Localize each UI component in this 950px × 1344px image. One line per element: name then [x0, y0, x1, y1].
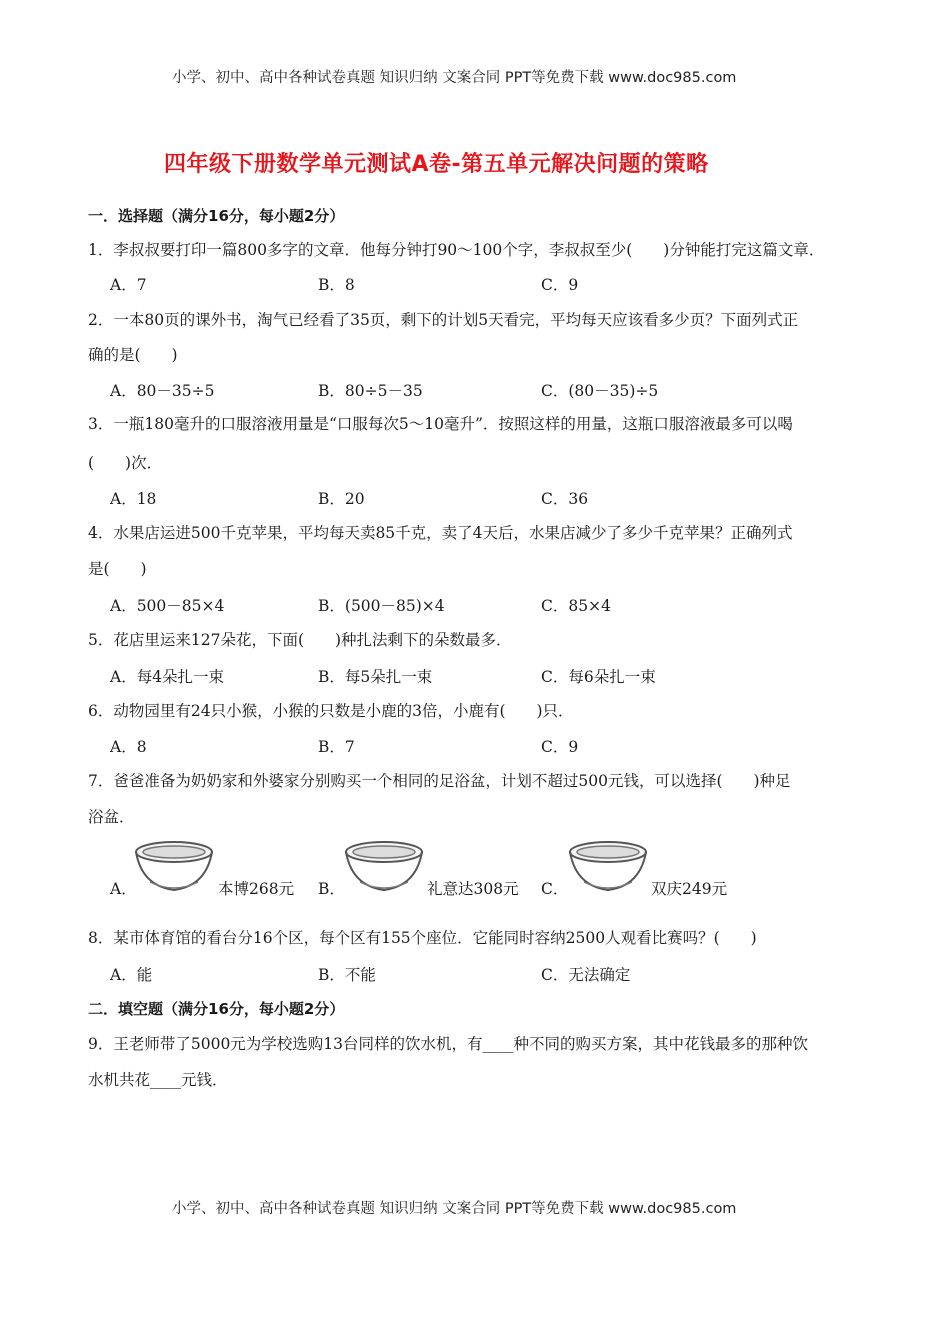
question-1-option-b: B．8: [318, 276, 355, 294]
question-2-option-a: A．80－35÷5: [110, 382, 215, 400]
question-8-stem: 8．某市体育馆的看台分16个区，每个区有155个座位．它能同时容纳2500人观看比赛吗？( ): [88, 929, 757, 947]
question-7-stem-line1: 7．爸爸准备为奶奶家和外婆家分别购买一个相同的足浴盆，计划不超过500元钱，可以选择( )种足: [88, 772, 791, 790]
question-7-option-b-letter: B．: [318, 880, 345, 898]
question-7-option-a-price: 本博268元: [218, 880, 295, 898]
question-4-stem-line1: 4．水果店运进500千克苹果，平均每天卖85千克，卖了4天后，水果店减少了多少千克苹果？正确列式: [88, 524, 793, 542]
question-3-option-c: C．36: [541, 490, 589, 508]
question-8-option-c: C．无法确定: [541, 966, 631, 984]
question-8-option-b: B．不能: [318, 966, 376, 984]
question-2-stem-line1: 2．一本80页的课外书，淘气已经看了35页，剩下的计划5天看完，平均每天应该看多少页？下面列式正: [88, 311, 799, 329]
question-3-stem-line2: ( )次．: [88, 454, 163, 472]
question-5-option-b: B．每5朵扎一束: [318, 668, 433, 686]
foot-bath-basin-a-image: [132, 838, 216, 898]
question-7-stem-line2: 浴盆．: [88, 808, 135, 826]
question-5-stem: 5．花店里运来127朵花，下面( )种扎法剩下的朵数最多．: [88, 631, 512, 649]
foot-bath-basin-b-image: [342, 838, 426, 898]
foot-bath-basin-c-image: [566, 838, 650, 898]
question-3-option-a: A．18: [110, 490, 157, 508]
section-heading-choice: 一．选择题（满分16分，每小题2分）: [88, 207, 345, 225]
question-7-option-a-letter: A．: [110, 880, 137, 898]
question-2-stem-line2: 确的是( ): [88, 346, 178, 364]
question-9-stem-line2: 水机共花____元钱．: [88, 1071, 228, 1089]
question-2-option-c: C．(80－35)÷5: [541, 382, 659, 400]
question-1-option-c: C．9: [541, 276, 579, 294]
page-header: 小学、初中、高中各种试卷真题 知识归纳 文案合同 PPT等免费下载 www.doc985.com: [172, 70, 737, 86]
question-3-stem-line1: 3．一瓶180毫升的口服溶液用量是“口服每次5～10毫升”．按照这样的用量，这瓶口服溶液最多可以喝: [88, 415, 793, 433]
question-6-option-b: B．7: [318, 738, 355, 756]
question-5-option-c: C．每6朵扎一束: [541, 668, 656, 686]
document-title: 四年级下册数学单元测试A卷-第五单元解决问题的策略: [164, 152, 709, 177]
question-6-option-c: C．9: [541, 738, 579, 756]
question-2-option-b: B．80÷5－35: [318, 382, 423, 400]
question-3-option-b: B．20: [318, 490, 365, 508]
question-1-option-a: A．7: [110, 276, 147, 294]
question-6-option-a: A．8: [110, 738, 147, 756]
page-footer: 小学、初中、高中各种试卷真题 知识归纳 文案合同 PPT等免费下载 www.doc985.com: [172, 1201, 737, 1217]
question-4-option-c: C．85×4: [541, 597, 611, 615]
question-7-option-c-price: 双庆249元: [651, 880, 728, 898]
question-4-option-b: B．(500－85)×4: [318, 597, 445, 615]
question-9-stem-line1: 9．王老师带了5000元为学校选购13台同样的饮水机，有____种不同的购买方案，其中花钱最多的那种饮: [88, 1035, 809, 1053]
question-6-stem: 6．动物园里有24只小猴，小猴的只数是小鹿的3倍，小鹿有( )只．: [88, 702, 574, 720]
section-heading-fill-blank: 二．填空题（满分16分，每小题2分）: [88, 1000, 345, 1018]
question-7-option-c-letter: C．: [541, 880, 569, 898]
question-8-option-a: A．能: [110, 966, 153, 984]
question-5-option-a: A．每4朵扎一束: [110, 668, 225, 686]
question-1-stem: 1．李叔叔要打印一篇800多字的文章．他每分钟打90～100个字，李叔叔至少( )分钟能打完这篇文章．: [88, 241, 825, 259]
question-7-option-b-price: 礼意达308元: [427, 880, 519, 898]
question-4-option-a: A．500－85×4: [110, 597, 225, 615]
question-4-stem-line2: 是( ): [88, 560, 147, 578]
